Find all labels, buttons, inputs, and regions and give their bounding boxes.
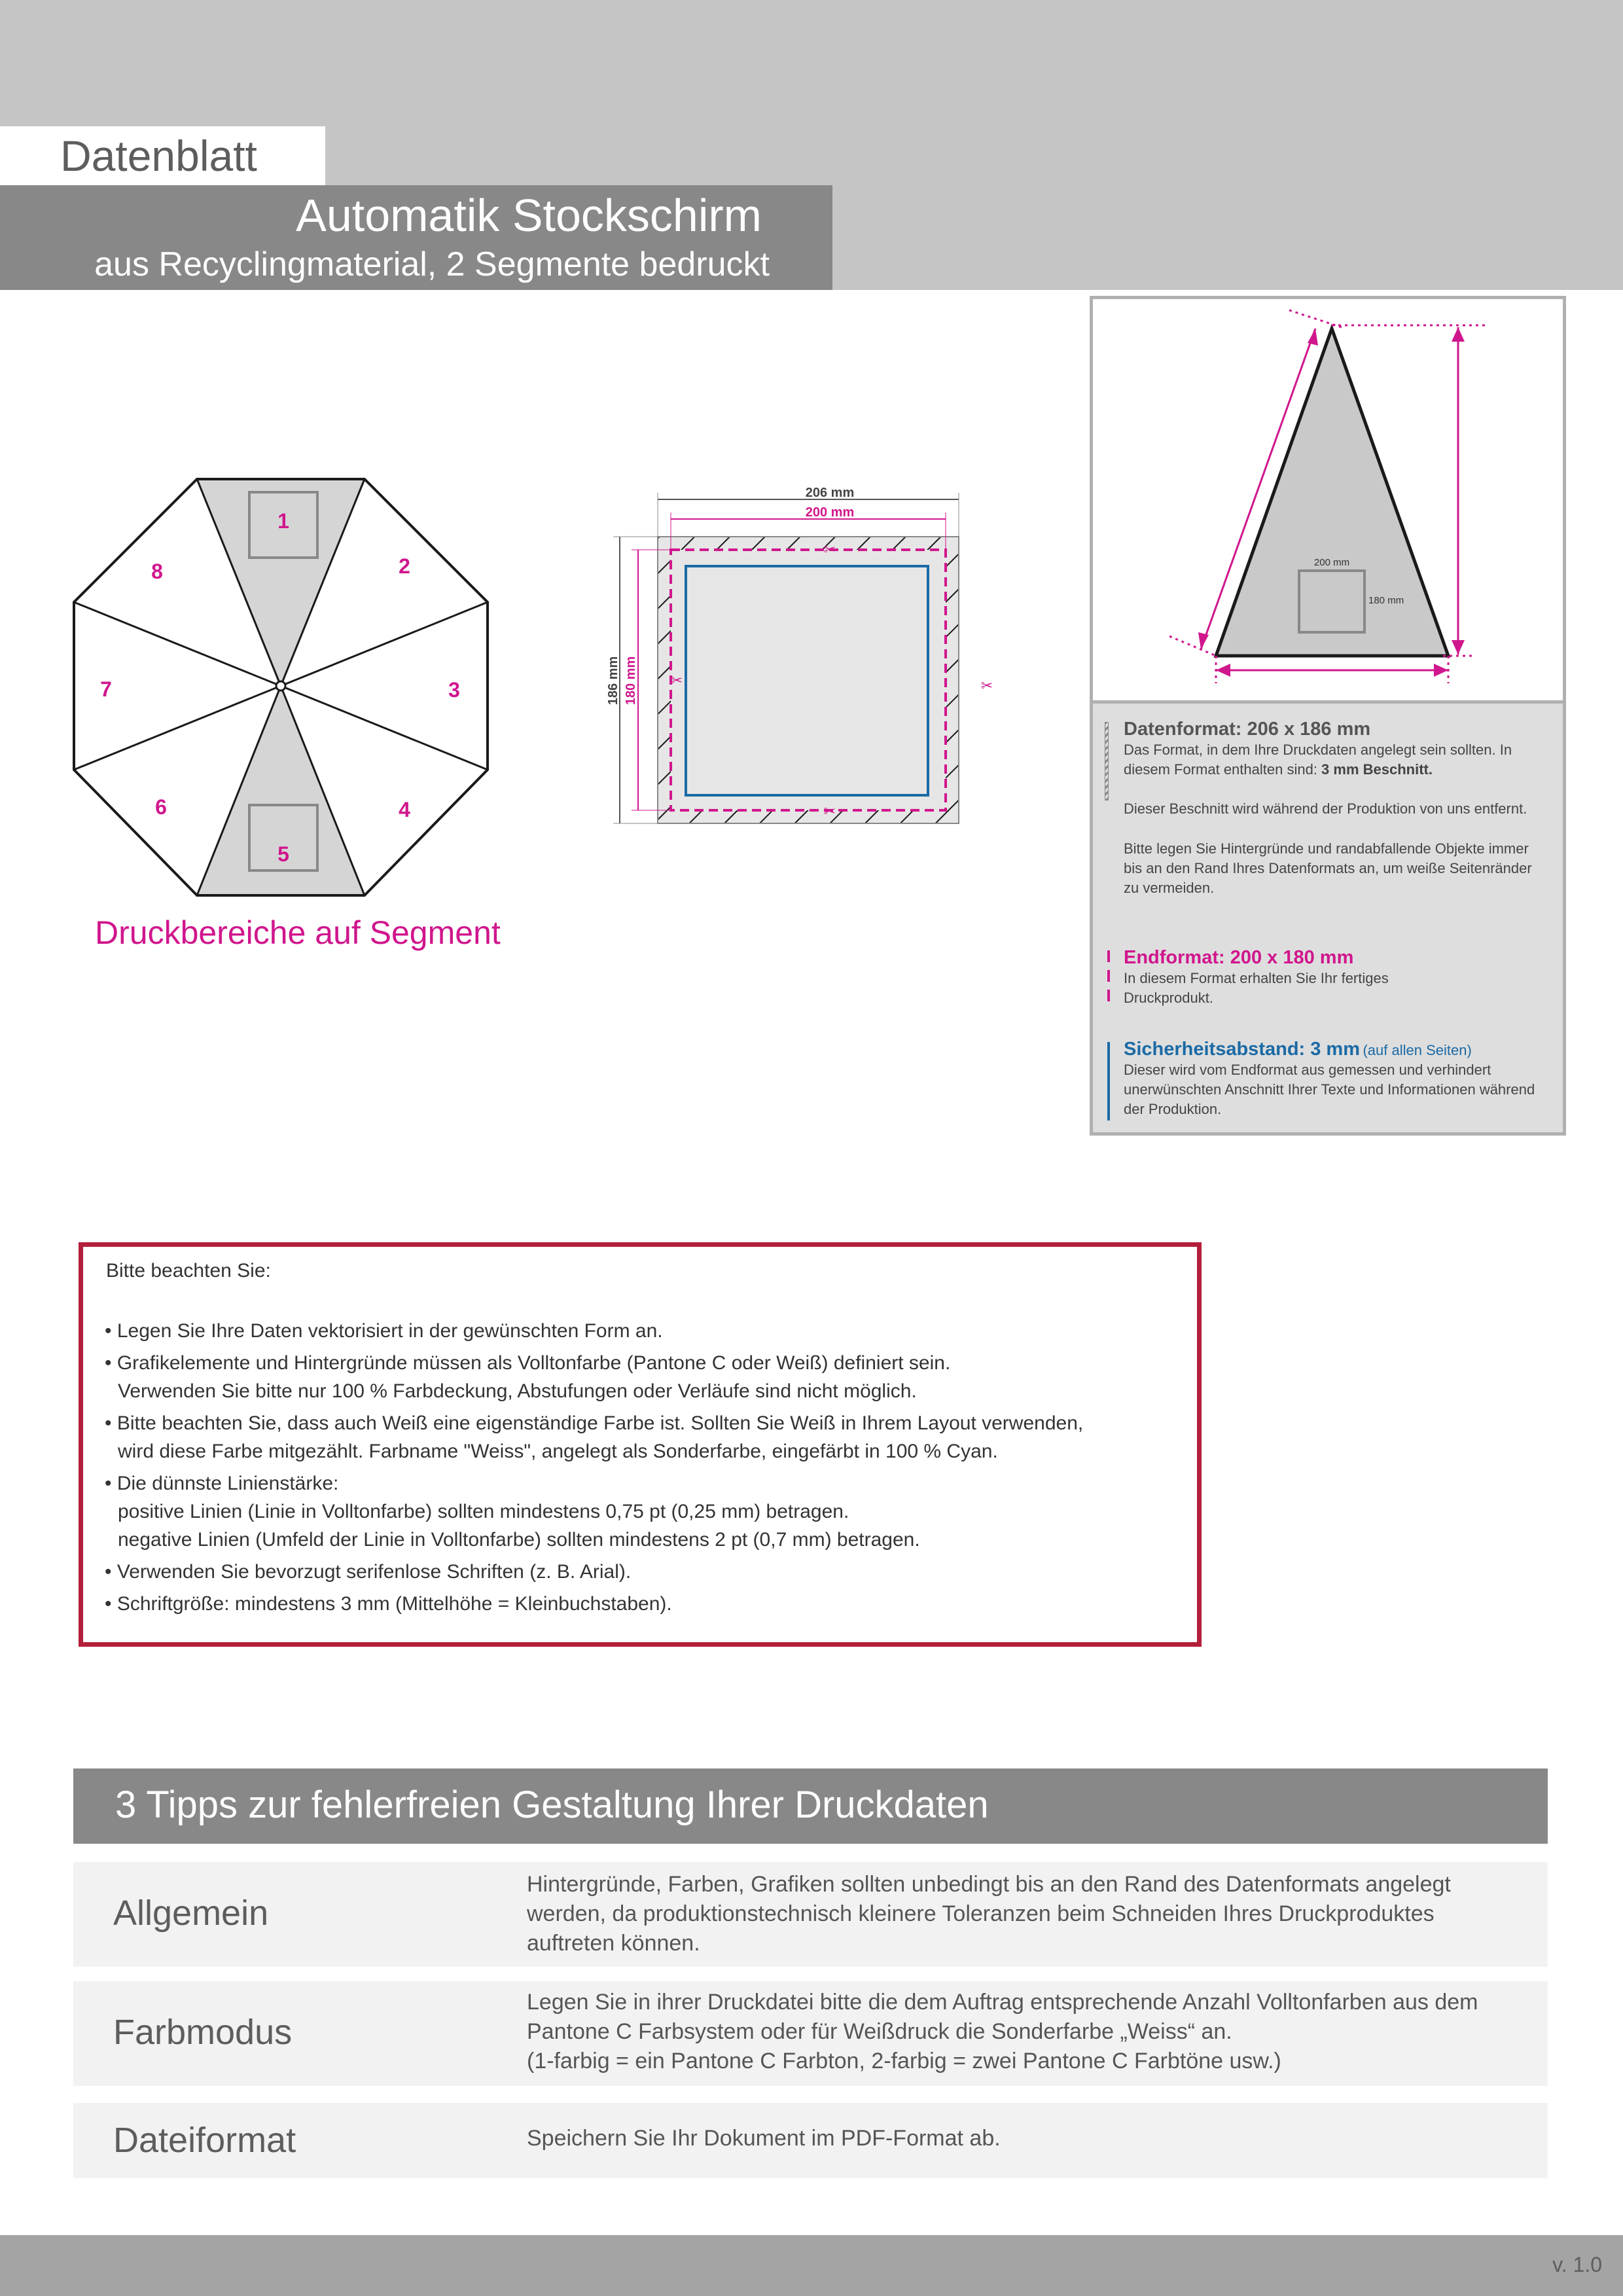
inner-width-label: 200 mm: [805, 505, 855, 520]
endformat-marker: [1107, 950, 1110, 1008]
notice-title: Bitte beachten Sie:: [106, 1260, 271, 1282]
notice-item: • Schriftgröße: mindestens 3 mm (Mittelhöhe = Kleinbuchstaben).: [105, 1593, 672, 1615]
notice-item: • Legen Sie Ihre Daten vektorisiert in der gewünschten Form an.: [105, 1320, 663, 1342]
tips-heading: 3 Tipps zur fehlerfreien Gestaltung Ihrer Druckdaten: [115, 1784, 989, 1826]
notice-list: [105, 1317, 1185, 1622]
segment-width-label: 200 mm: [1313, 557, 1350, 568]
outer-height-label: 186 mm: [606, 656, 620, 706]
tip-text-farbmodus: Legen Sie in ihrer Druckdatei bitte die dem Auftrag entsprechende Anzahl Volltonfarben aus dem Pantone C Farbsystem oder für Weißdruck die Sonderfarbe „Weiss“ an. (1-farbig = ein Pantone C Farbton, 2-farbig = zwei Pantone C Farbtöne usw.): [527, 1990, 1478, 2073]
scissors-icon: ✂: [980, 677, 993, 694]
segment-number-4: 4: [399, 798, 410, 821]
format-diagram: [606, 481, 1014, 893]
tip-label-allgemein: Allgemein: [113, 1893, 269, 1933]
segment-number-3: 3: [448, 678, 460, 702]
endformat-title: Endformat: 200 x 180 mm: [1124, 947, 1354, 968]
notice-item: • Bitte beachten Sie, dass auch Weiß eine eigenständige Farbe ist. Sollten Sie Weiß in Ihrem Layout verwenden, wird diese Farbe mitgezählt. Farbname "Weiss", angelegt als Sonderfarbe, eingefärbt in 100 % Cyan.: [105, 1412, 1084, 1462]
scissors-icon: ✂: [823, 803, 836, 819]
version-label: v. 1.0: [1552, 2253, 1602, 2276]
page-title: Automatik Stockschirm: [296, 190, 762, 241]
datenformat-marker: [1105, 722, 1109, 800]
print-area-caption: Druckbereiche auf Segment: [95, 914, 501, 951]
sicherheit-text: Dieser wird vom Endformat aus gemessen und verhindert unerwünschten Anschnitt Ihrer Texte und Informationen während der Produktion.: [1124, 1062, 1535, 1117]
footer-band: [0, 2235, 1623, 2296]
segment-number-7: 7: [100, 677, 112, 701]
endformat-text: In diesem Format erhalten Sie Ihr fertiges Druckprodukt.: [1124, 970, 1389, 1006]
umbrella-diagram: [65, 471, 504, 910]
segment-number-6: 6: [155, 795, 167, 819]
notice-item: • Die dünnste Linienstärke: positive Linien (Linie in Volltonfarbe) sollten mindestens 0,75 pt (0,25 mm) betragen. negative Linien (Umfeld der Linie in Volltonfarbe) sollten mindestens 2 pt (0,7 mm) betragen.: [105, 1473, 920, 1551]
datasheet-label: Datenblatt: [60, 132, 257, 180]
page-subtitle: aus Recyclingmaterial, 2 Segmente bedruckt: [94, 245, 770, 283]
outer-width-label: 206 mm: [805, 486, 855, 500]
tip-label-dateiformat: Dateiformat: [113, 2121, 296, 2160]
beschnitt-text-2: Bitte legen Sie Hintergründe und randabfallende Objekte immer bis an den Rand Ihres Datenformats an, um weiße Seitenränder zu vermeiden.: [1124, 840, 1532, 896]
umbrella-center: [276, 681, 285, 691]
print-area-box: [1299, 571, 1364, 632]
notice-item: • Verwenden Sie bevorzugt serifenlose Schriften (z. B. Arial).: [105, 1561, 632, 1583]
notice-item: • Grafikelemente und Hintergründe müssen als Volltonfarbe (Pantone C oder Weiß) definiert sein. Verwenden Sie bitte nur 100 % Farbdeckung, Abstufungen oder Verläufe sind nicht möglich.: [105, 1352, 951, 1402]
scissors-icon: ✂: [823, 541, 836, 558]
tip-label-farbmodus: Farbmodus: [113, 2013, 293, 2052]
sicherheit-title: Sicherheitsabstand: 3 mm: [1124, 1039, 1360, 1060]
segment-height-label: 180 mm: [1368, 595, 1404, 606]
datenformat-text-bold: 3 mm Beschnitt.: [1321, 761, 1433, 778]
inner-height-label: 180 mm: [624, 656, 638, 706]
sicherheit-marker: [1107, 1042, 1110, 1121]
safety-area: [686, 566, 928, 795]
datenformat-title: Datenformat: 206 x 186 mm: [1124, 719, 1371, 740]
segment-number-8: 8: [151, 560, 163, 583]
segment-diagram: [1090, 296, 1566, 704]
scissors-icon: ✂: [670, 672, 683, 689]
datenformat-text-body: Das Format, in dem Ihre Druckdaten angelegt sein sollten. In diesem Format enthalten sind:: [1124, 742, 1512, 778]
segment-number-2: 2: [399, 554, 410, 578]
segment-number-5: 5: [277, 842, 289, 866]
segment-number-1: 1: [277, 509, 289, 533]
beschnitt-text-1: Dieser Beschnitt wird während der Produktion von uns entfernt.: [1124, 800, 1527, 817]
tip-text-dateiformat: Speichern Sie Ihr Dokument im PDF-Format ab.: [527, 2126, 1001, 2151]
sicherheit-note: (auf allen Seiten): [1363, 1042, 1472, 1058]
tip-text-allgemein: Hintergründe, Farben, Grafiken sollten unbedingt bis an den Rand des Datenformats angelegt werden, da produktionstechnisch kleinere Toleranzen beim Schneiden Ihres Druckproduktes auftreten können.: [527, 1872, 1451, 1956]
datenformat-text: [1124, 740, 1543, 780]
